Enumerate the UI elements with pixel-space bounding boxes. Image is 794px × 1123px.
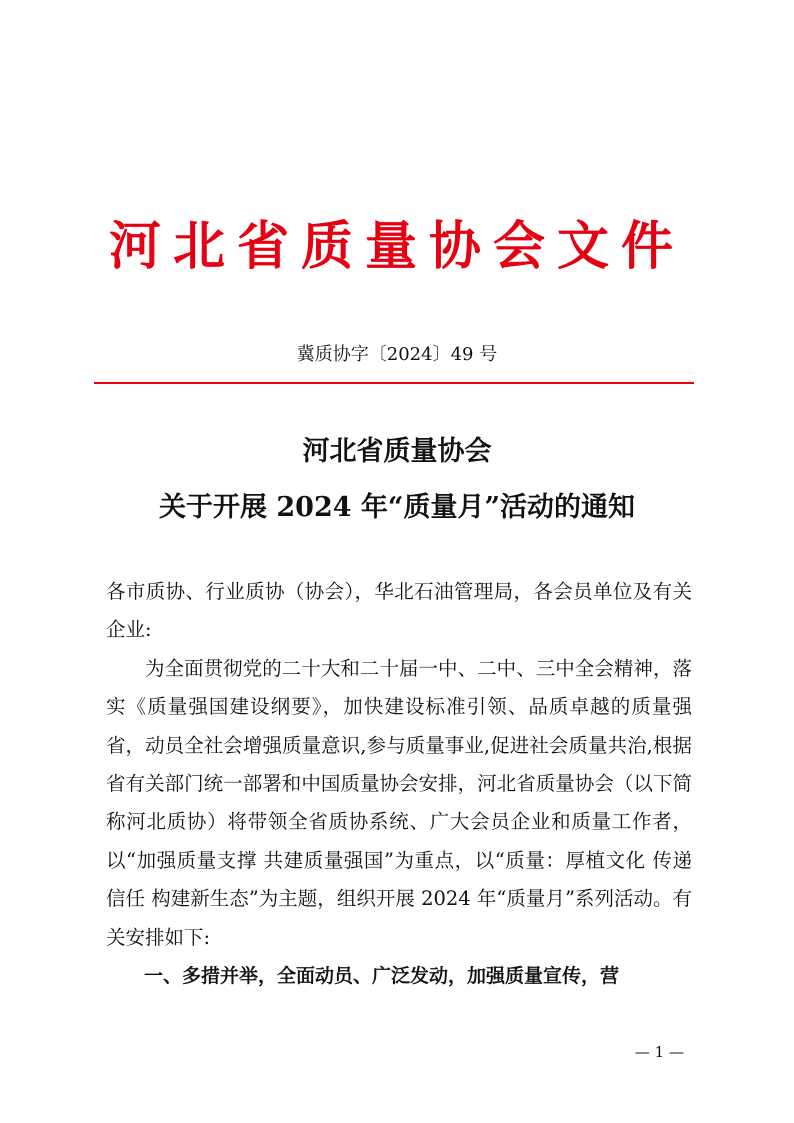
notice-title-line1: 河北省质量协会 [302,436,492,467]
document-header-title: 河北省质量协会文件 [108,216,685,277]
salutation: 各市质协、行业质协（协会），华北石油管理局，各会员单位及有关企业: [106,580,692,642]
section-heading: 一、多措并举，全面动员、广泛发动，加强质量宣传，营 [144,965,620,987]
page-number: — 1 — [634,1043,684,1061]
notice-body [106,573,692,957]
red-divider-line [94,382,694,384]
notice-title-line2: 关于开展 2024 年“质量月”活动的通知 [158,492,635,523]
body-paragraph: 为全面贯彻党的二十大和二十届一中、二中、三中全会精神，落实《质量强国建设纲要》，加快建设标准引领、品质卓越的质量强省，动员全社会增强质量意识,参与质量事业,促进社会质量共治,根据省有关部门统一部署和中国质量协会安排，河北省质量协会（以下简称河北质协）将带领全省质协系统、广大会员企业和质量工作者，以“加强质量支撑 共建质量强国”为重点，以“质量：厚植文化 传递信任 构建新生态”为主题，组织开展 2024 年“质量月”系列活动。有关安排如下: [106,656,692,949]
document-number: 冀质协字〔2024〕49 号 [296,344,498,365]
